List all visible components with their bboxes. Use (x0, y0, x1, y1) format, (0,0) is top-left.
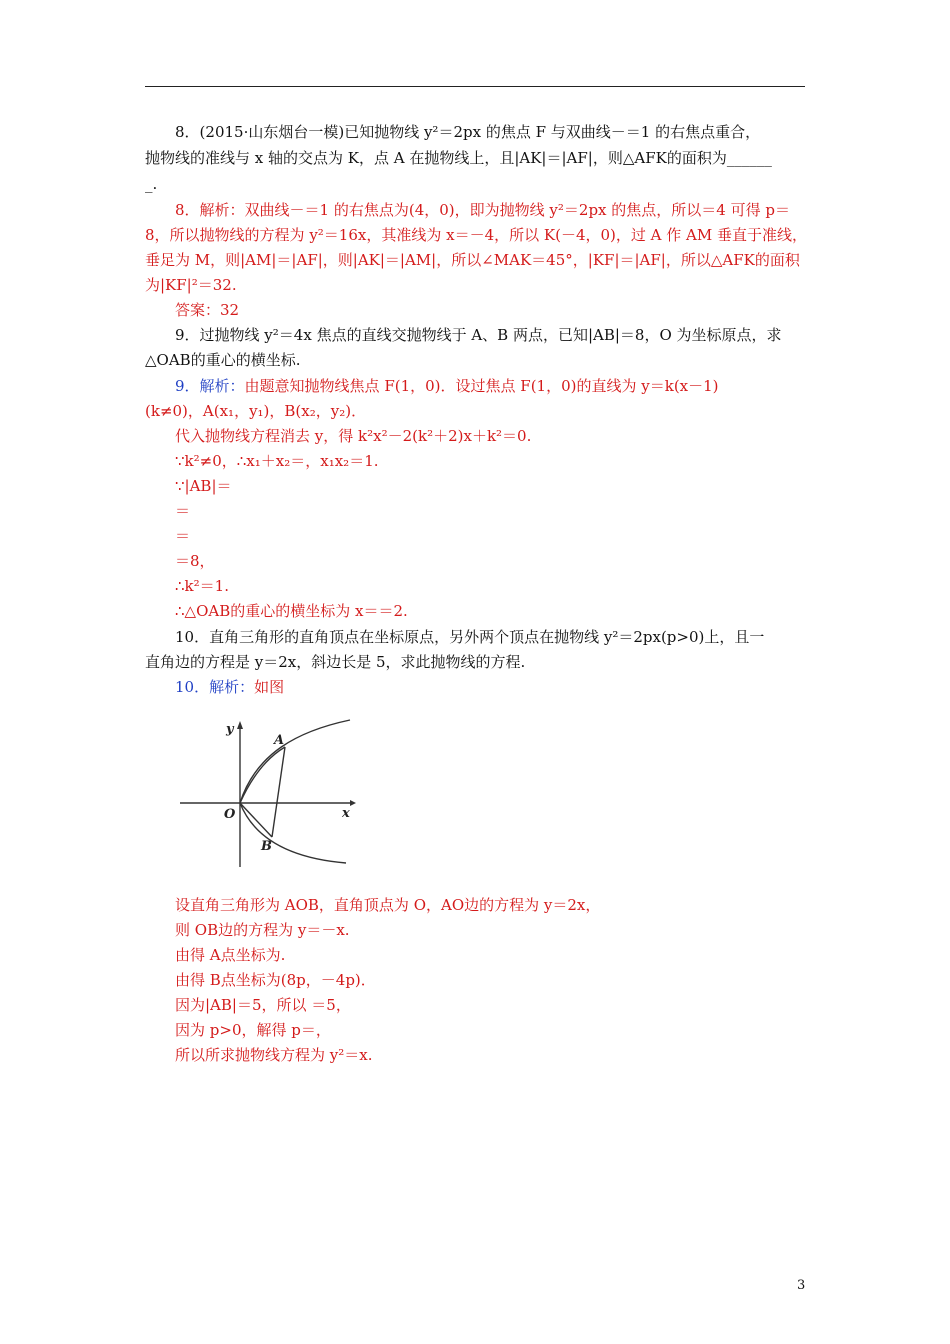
solution-10-line-4: 由得 B点坐标为(8p，－4p)． (175, 971, 376, 989)
solution-10-line-1: 设直角三角形为 AOB，直角顶点为 O，AO边的方程为 y＝2x， (175, 896, 601, 914)
solution-9-line-9: ∴k²＝1. (175, 577, 229, 595)
solution-9-line-7: ＝ (175, 527, 191, 545)
solution-9-label: 9．解析： (175, 377, 245, 395)
solution-10-line-5: 因为|AB|＝5，所以 ＝5， (175, 996, 351, 1014)
solution-9-line-4: ∵k²≠0，∴x₁＋x₂＝，x₁x₂＝1. (175, 452, 379, 470)
solution-8-line-4: 为|KF|²＝32. (145, 276, 237, 294)
solution-8-line-1: 8．解析：双曲线－＝1 的右焦点为(4，0)，即为抛物线 y²＝2px 的焦点，所以＝4 可得 p＝ (175, 201, 790, 219)
solution-9-line-1-text: 由题意知抛物线焦点 F(1，0)．设过焦点 F(1，0)的直线为 y＝k(x－1) (244, 377, 719, 395)
parabola-figure (178, 717, 356, 873)
solution-9-line-2: (k≠0)，A(x₁，y₁)，B(x₂，y₂)． (145, 402, 367, 420)
solution-8-line-3: 垂足为 M，则|AM|＝|AF|，则|AK|＝|AM|，所以∠MAK＝45°，|KF|＝|AF|，所以△AFK的面积 (145, 251, 800, 269)
solution-10-line-7: 所以所求抛物线方程为 y²＝x. (175, 1046, 373, 1064)
problem-9-line-1: 9．过抛物线 y²＝4x 焦点的直线交抛物线于 A、B 两点，已知|AB|＝8，O 为坐标原点，求 (175, 326, 782, 344)
solution-10-label-rest: 如图 (254, 678, 285, 696)
solution-8-line-2: 8，所以抛物线的方程为 y²＝16x，其准线为 x＝－4，所以 K(－4，0)，过 A 作 AM 垂直于准线， (145, 226, 807, 244)
page-number: 3 (797, 1278, 806, 1293)
solution-9-line-10: ∴△OAB的重心的横坐标为 x＝＝2. (175, 602, 408, 620)
label-A: A (274, 733, 285, 748)
problem-10-line-1: 10．直角三角形的直角顶点在坐标原点，另外两个顶点在抛物线 y²＝2px(p>0)上，且一 (175, 628, 765, 646)
solution-9-line-1 (175, 376, 840, 396)
solution-10-heading (175, 677, 840, 697)
problem-9-line-2: △OAB的重心的横坐标. (145, 351, 301, 369)
solution-9-line-3: 代入抛物线方程消去 y，得 k²x²－2(k²＋2)x＋k²＝0. (175, 427, 532, 445)
solution-10-line-6: 因为 p>0，解得 p＝， (175, 1021, 331, 1039)
parabola-diagram (178, 717, 356, 869)
problem-8-line-3: _. (145, 175, 158, 193)
solution-10-line-3: 由得 A点坐标为. (175, 946, 286, 964)
solution-9-line-6: ＝ (175, 502, 191, 520)
problem-8-line-1: 8．(2015·山东烟台一模)已知抛物线 y²＝2px 的焦点 F 与双曲线－＝1 的右焦点重合， (175, 123, 761, 141)
label-O: O (224, 807, 236, 822)
solution-9-line-8: ＝8， (175, 552, 215, 570)
problem-10-line-2: 直角边的方程是 y＝2x，斜边长是 5，求此抛物线的方程. (145, 653, 526, 671)
header-rule (145, 86, 805, 87)
label-x: x (342, 806, 350, 821)
label-B: B (261, 839, 272, 854)
solution-10-line-2: 则 OB边的方程为 y＝－x. (175, 921, 350, 939)
solution-9-line-5: ∵|AB|＝ (175, 477, 232, 495)
problem-8-line-2: 抛物线的准线与 x 轴的交点为 K，点 A 在抛物线上，且|AK|＝|AF|，则△AFK的面积为______ (145, 149, 772, 167)
label-y: y (226, 722, 234, 737)
solution-10-label: 10．解析： (175, 678, 255, 696)
solution-8-answer: 答案：32 (175, 301, 240, 319)
